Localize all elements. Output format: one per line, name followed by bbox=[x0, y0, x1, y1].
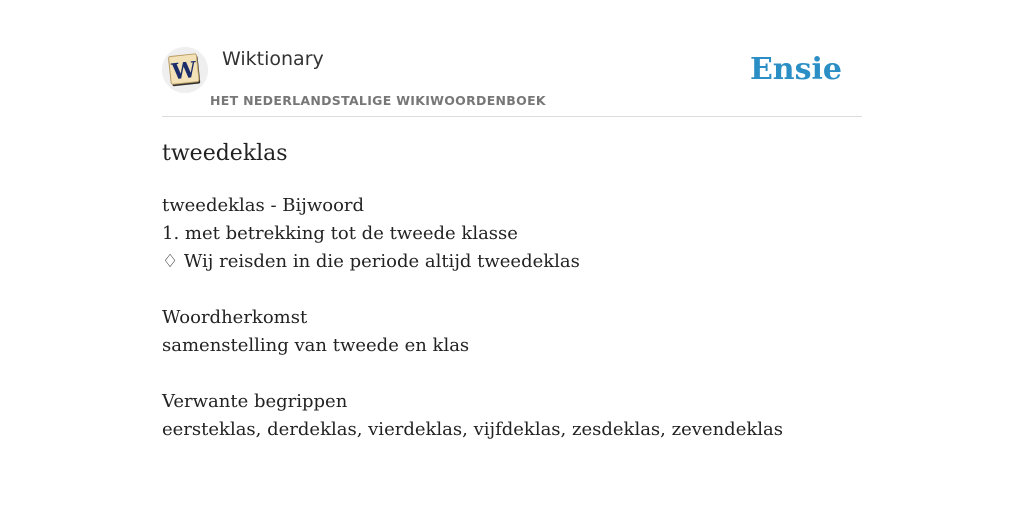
entry-content bbox=[162, 192, 862, 444]
example-text: ♢ Wij reisden in die periode altijd tweedeklas bbox=[162, 251, 580, 272]
etymology-label: Woordherkomst bbox=[162, 307, 308, 328]
spacer bbox=[162, 276, 862, 304]
related-terms: eersteklas, derdeklas, vierdeklas, vijfdeklas, zesdeklas, zevendeklas bbox=[162, 419, 783, 440]
site-name[interactable]: Wiktionary bbox=[222, 48, 324, 70]
brand-logo[interactable]: Ensie bbox=[749, 52, 842, 87]
svg-text:W: W bbox=[170, 56, 198, 86]
spacer bbox=[162, 360, 862, 388]
site-header bbox=[162, 44, 862, 117]
related-label: Verwante begrippen bbox=[162, 391, 348, 412]
definition-text: 1. met betrekking tot de tweede klasse bbox=[162, 223, 518, 244]
entry-heading: tweedeklas - Bijwoord bbox=[162, 195, 365, 216]
wiktionary-logo-icon[interactable] bbox=[162, 47, 208, 93]
site-tagline: HET NEDERLANDSTALIGE WIKIWOORDENBOEK bbox=[210, 93, 546, 108]
etymology-text: samenstelling van tweede en klas bbox=[162, 335, 470, 356]
page-title: tweedeklas bbox=[162, 141, 288, 166]
